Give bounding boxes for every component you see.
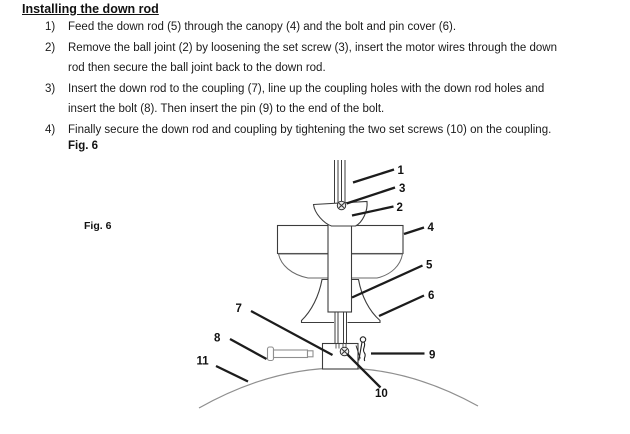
callout-label-6: 6 bbox=[428, 290, 435, 302]
figure-caption-inline: Fig. 6 bbox=[68, 140, 99, 152]
callout-line-4 bbox=[404, 228, 424, 235]
step-text: insert the bolt (8). Then insert the pin (9) to the end of the bolt. bbox=[68, 103, 385, 115]
callout-label-7: 7 bbox=[235, 303, 242, 315]
callout-label-11: 11 bbox=[196, 355, 209, 368]
motor-housing-arc bbox=[199, 368, 478, 408]
step-number: 2) bbox=[45, 41, 56, 54]
callout-line-3 bbox=[347, 188, 396, 204]
callout-labels bbox=[197, 165, 436, 400]
callout-label-5: 5 bbox=[426, 259, 433, 272]
callout-label-8: 8 bbox=[214, 332, 221, 345]
callout-line-8 bbox=[230, 339, 267, 359]
callout-label-10: 10 bbox=[375, 388, 388, 400]
step-text: Insert the down rod to the coupling (7), line up the coupling holes with the down rod holes and bbox=[68, 82, 545, 95]
callout-label-9: 9 bbox=[429, 349, 436, 362]
figure-caption-side: Fig. 6 bbox=[84, 220, 112, 232]
callout-label-2: 2 bbox=[396, 202, 403, 214]
bolt-icon bbox=[268, 347, 314, 361]
callout-label-3: 3 bbox=[399, 183, 406, 195]
step-text: Feed the down rod (5) through the canopy (4) and the bolt and pin cover (6). bbox=[68, 21, 457, 33]
coupling bbox=[323, 344, 359, 370]
step-number: 4) bbox=[45, 123, 56, 136]
callout-line-6 bbox=[379, 296, 424, 317]
callout-label-1: 1 bbox=[397, 165, 404, 177]
down-rod-upper bbox=[328, 222, 352, 312]
step-text: rod then secure the ball joint back to the down rod. bbox=[68, 62, 326, 74]
callout-label-4: 4 bbox=[427, 222, 434, 234]
page-title: Installing the down rod bbox=[22, 2, 159, 16]
step-number: 1) bbox=[45, 21, 56, 33]
step-text: Finally secure the down rod and coupling by tightening the two set screws (10) on the coupling. bbox=[68, 123, 552, 136]
set-screw-icon bbox=[337, 201, 345, 209]
hanger-wires bbox=[335, 160, 346, 205]
step-text: Remove the ball joint (2) by loosening the set screw (3), insert the motor wires through the down bbox=[68, 41, 557, 54]
down-rod-lower bbox=[334, 313, 348, 345]
callout-line-1 bbox=[353, 170, 394, 183]
callout-line-11 bbox=[216, 366, 248, 382]
step-number: 3) bbox=[45, 82, 56, 95]
